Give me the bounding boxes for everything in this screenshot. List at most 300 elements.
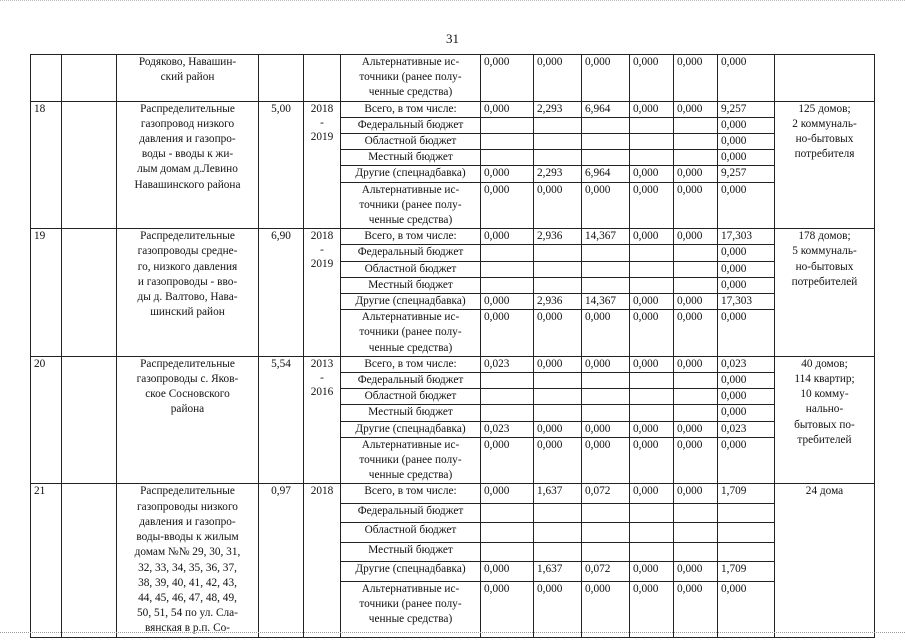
funding-source-line: Всего, в том числе: bbox=[364, 357, 457, 370]
funding-source bbox=[341, 389, 481, 405]
amount-cell: 0,000 bbox=[674, 562, 718, 581]
funding-source-line: Другие (спецнадбавка) bbox=[355, 295, 466, 308]
funding-source bbox=[341, 134, 481, 150]
consumers-line: 10 комму- bbox=[800, 388, 849, 401]
object-name-line: ский район bbox=[160, 71, 215, 84]
amount-cell: 0,000 bbox=[582, 55, 630, 102]
funding-source-line: Местный бюджет bbox=[368, 543, 453, 556]
object-name bbox=[117, 356, 259, 484]
amount-cell bbox=[534, 134, 582, 150]
object-name bbox=[117, 229, 259, 357]
amount-cell: 0,000 bbox=[481, 484, 534, 503]
amount-cell: 0,000 bbox=[674, 101, 718, 117]
funding-source-line: Другие (спецнадбавка) bbox=[355, 422, 466, 435]
year-line: - bbox=[320, 244, 324, 257]
object-name-line: Распределительные bbox=[140, 357, 235, 370]
object-name bbox=[117, 484, 259, 637]
consumers-description bbox=[775, 101, 875, 229]
amount-cell: 2,293 bbox=[534, 101, 582, 117]
row-number: 21 bbox=[31, 484, 62, 637]
object-name-line: вянская в р.п. Со- bbox=[144, 622, 231, 635]
amount-cell: 0,000 bbox=[718, 150, 775, 166]
amount-cell bbox=[674, 150, 718, 166]
consumers-line: потребителей bbox=[791, 275, 858, 288]
scan-edge bbox=[0, 0, 905, 4]
object-name-line: 50, 51, 54 по ул. Сла- bbox=[137, 607, 238, 620]
funding-source bbox=[341, 166, 481, 182]
amount-cell bbox=[534, 245, 582, 261]
amount-cell bbox=[630, 117, 674, 133]
amount-cell bbox=[674, 523, 718, 542]
amount-cell: 0,000 bbox=[718, 405, 775, 421]
amount-cell bbox=[481, 134, 534, 150]
funding-source-line: ченные средства) bbox=[368, 86, 453, 99]
pipeline-length: 6,90 bbox=[259, 229, 304, 357]
amount-cell bbox=[718, 542, 775, 561]
table-row bbox=[31, 356, 875, 372]
amount-cell: 0,000 bbox=[481, 310, 534, 357]
funding-source-line: Всего, в том числе: bbox=[364, 230, 457, 243]
year-line: - bbox=[320, 372, 324, 385]
amount-cell bbox=[582, 542, 630, 561]
amount-cell: 1,709 bbox=[718, 484, 775, 503]
consumers-line: 114 квартир; bbox=[794, 373, 855, 386]
consumers-description bbox=[775, 55, 875, 102]
funding-source bbox=[341, 150, 481, 166]
funding-source-line: Альтернативные ис- bbox=[361, 56, 460, 68]
amount-cell: 0,000 bbox=[718, 245, 775, 261]
amount-cell bbox=[582, 134, 630, 150]
consumers-line: требителей bbox=[797, 433, 852, 446]
amount-cell bbox=[674, 245, 718, 261]
table-row bbox=[31, 55, 875, 102]
funding-source bbox=[341, 294, 481, 310]
funding-source bbox=[341, 503, 481, 522]
funding-source-line: Областной бюджет bbox=[364, 390, 457, 403]
table-body bbox=[31, 55, 875, 638]
year-line: 2018 bbox=[310, 485, 334, 498]
funding-source-line: Другие (спецнадбавка) bbox=[355, 167, 466, 180]
year-line: 2019 bbox=[310, 130, 334, 143]
amount-cell: 0,000 bbox=[534, 421, 582, 437]
funding-source bbox=[341, 261, 481, 277]
object-name-line: 32, 33, 34, 35, 36, 37, bbox=[138, 561, 237, 574]
amount-cell bbox=[481, 373, 534, 389]
funding-source bbox=[341, 310, 481, 357]
empty-column-cell bbox=[62, 55, 117, 102]
amount-cell bbox=[582, 245, 630, 261]
amount-cell: 0,000 bbox=[674, 310, 718, 357]
object-name-line: района bbox=[170, 403, 205, 416]
amount-cell: 0,000 bbox=[630, 166, 674, 182]
consumers-line: бытовых по- bbox=[794, 418, 855, 431]
funding-source bbox=[341, 101, 481, 117]
funding-source-line: ченные средства) bbox=[368, 613, 453, 625]
amount-cell: 0,000 bbox=[674, 437, 718, 484]
funding-source bbox=[341, 562, 481, 581]
page-number: 31 bbox=[446, 31, 459, 46]
amount-cell: 14,367 bbox=[582, 294, 630, 310]
program-table bbox=[30, 54, 875, 638]
amount-cell bbox=[674, 389, 718, 405]
amount-cell: 0,000 bbox=[534, 310, 582, 357]
amount-cell: 0,000 bbox=[674, 356, 718, 372]
amount-cell: 17,303 bbox=[718, 294, 775, 310]
amount-cell bbox=[534, 523, 582, 542]
amount-cell: 0,000 bbox=[674, 166, 718, 182]
amount-cell: 9,257 bbox=[718, 166, 775, 182]
amount-cell: 0,000 bbox=[630, 356, 674, 372]
funding-source-line: ченные средства) bbox=[368, 214, 453, 227]
funding-source bbox=[341, 437, 481, 484]
funding-source bbox=[341, 523, 481, 542]
amount-cell bbox=[582, 405, 630, 421]
object-name bbox=[117, 101, 259, 229]
implementation-years bbox=[304, 229, 341, 357]
amount-cell: 0,000 bbox=[718, 373, 775, 389]
funding-source bbox=[341, 117, 481, 133]
amount-cell bbox=[630, 150, 674, 166]
amount-cell bbox=[718, 503, 775, 522]
funding-source-line: Альтернативные ис- bbox=[361, 311, 460, 324]
amount-cell: 0,000 bbox=[674, 182, 718, 229]
amount-cell: 0,000 bbox=[481, 182, 534, 229]
amount-cell: 6,964 bbox=[582, 166, 630, 182]
object-name-line: 44, 45, 46, 47, 48, 49, bbox=[138, 591, 237, 604]
amount-cell: 0,000 bbox=[630, 310, 674, 357]
amount-cell bbox=[481, 542, 534, 561]
pipeline-length bbox=[259, 55, 304, 102]
amount-cell: 1,637 bbox=[534, 562, 582, 581]
funding-source-line: Всего, в том числе: bbox=[364, 485, 457, 498]
amount-cell: 1,637 bbox=[534, 484, 582, 503]
consumers-line: нально- bbox=[805, 403, 844, 416]
object-name-line: давления и газопро- bbox=[139, 515, 236, 528]
consumers-line: но-бытовых bbox=[795, 133, 854, 146]
amount-cell bbox=[582, 523, 630, 542]
amount-cell: 6,964 bbox=[582, 101, 630, 117]
funding-source-line: Областной бюджет bbox=[364, 135, 457, 148]
amount-cell: 0,072 bbox=[582, 562, 630, 581]
amount-cell bbox=[481, 150, 534, 166]
object-name-line: Распределительные bbox=[140, 102, 235, 115]
amount-cell bbox=[534, 405, 582, 421]
amount-cell bbox=[674, 117, 718, 133]
amount-cell: 0,000 bbox=[582, 310, 630, 357]
amount-cell bbox=[582, 277, 630, 293]
amount-cell bbox=[630, 523, 674, 542]
object-name-line: Распределительные bbox=[140, 485, 235, 498]
object-name-line: газопроводы с. Яков- bbox=[136, 373, 239, 386]
year-line: 2019 bbox=[310, 258, 334, 271]
amount-cell bbox=[481, 389, 534, 405]
amount-cell: 0,000 bbox=[630, 484, 674, 503]
funding-source-line: точники (ранее полу- bbox=[359, 326, 462, 339]
empty-column-cell bbox=[62, 356, 117, 484]
amount-cell bbox=[630, 373, 674, 389]
amount-cell bbox=[534, 117, 582, 133]
amount-cell bbox=[582, 373, 630, 389]
amount-cell: 0,000 bbox=[481, 229, 534, 245]
year-line: - bbox=[320, 116, 324, 129]
amount-cell: 0,000 bbox=[718, 182, 775, 229]
object-name-line: воды - вводы к жи- bbox=[141, 148, 234, 161]
object-name-line: и газопроводы - вво- bbox=[137, 275, 238, 288]
amount-cell bbox=[630, 542, 674, 561]
amount-cell: 0,000 bbox=[534, 182, 582, 229]
funding-source-line: Другие (спецнадбавка) bbox=[355, 563, 466, 576]
amount-cell bbox=[630, 261, 674, 277]
consumers-line: 40 домов; bbox=[801, 357, 848, 370]
amount-cell bbox=[630, 405, 674, 421]
amount-cell: 0,000 bbox=[674, 55, 718, 102]
amount-cell bbox=[481, 245, 534, 261]
amount-cell: 0,000 bbox=[630, 562, 674, 581]
amount-cell: 2,936 bbox=[534, 229, 582, 245]
amount-cell bbox=[674, 542, 718, 561]
amount-cell bbox=[582, 117, 630, 133]
pipeline-length: 5,00 bbox=[259, 101, 304, 229]
object-name-line: шинский район bbox=[150, 306, 225, 319]
amount-cell: 0,000 bbox=[674, 294, 718, 310]
amount-cell: 0,000 bbox=[718, 55, 775, 102]
amount-cell: 0,000 bbox=[534, 55, 582, 102]
funding-source bbox=[341, 245, 481, 261]
funding-source-line: Альтернативные ис- bbox=[361, 582, 460, 595]
funding-source bbox=[341, 277, 481, 293]
object-name-line: Распределительные bbox=[140, 230, 235, 243]
amount-cell bbox=[481, 261, 534, 277]
amount-cell: 0,000 bbox=[718, 310, 775, 357]
object-name-line: лым домам д.Левино bbox=[137, 163, 238, 176]
object-name-line: Навашинского района bbox=[134, 178, 241, 191]
amount-cell: 2,293 bbox=[534, 166, 582, 182]
implementation-years bbox=[304, 484, 341, 637]
amount-cell: 9,257 bbox=[718, 101, 775, 117]
amount-cell: 0,023 bbox=[718, 421, 775, 437]
implementation-years bbox=[304, 55, 341, 102]
funding-source bbox=[341, 542, 481, 561]
funding-source bbox=[341, 405, 481, 421]
funding-source-line: точники (ранее полу- bbox=[359, 454, 462, 467]
amount-cell: 0,023 bbox=[718, 356, 775, 372]
amount-cell: 0,000 bbox=[481, 55, 534, 102]
object-name-line: давления и газопро- bbox=[139, 133, 236, 146]
empty-column-cell bbox=[62, 229, 117, 357]
funding-source bbox=[341, 356, 481, 372]
amount-cell: 0,000 bbox=[534, 437, 582, 484]
amount-cell: 0,000 bbox=[481, 437, 534, 484]
amount-cell: 0,000 bbox=[718, 437, 775, 484]
funding-source-line: Альтернативные ис- bbox=[361, 183, 460, 196]
table-row bbox=[31, 229, 875, 245]
funding-source-line: Всего, в том числе: bbox=[364, 102, 457, 115]
amount-cell: 0,000 bbox=[630, 55, 674, 102]
pipeline-length: 0,97 bbox=[259, 484, 304, 637]
amount-cell: 0,000 bbox=[534, 356, 582, 372]
amount-cell: 0,000 bbox=[718, 581, 775, 637]
year-line: 2018 bbox=[310, 102, 334, 115]
amount-cell bbox=[582, 261, 630, 277]
amount-cell bbox=[534, 389, 582, 405]
amount-cell bbox=[534, 373, 582, 389]
funding-source-line: точники (ранее полу- bbox=[359, 597, 462, 610]
table-row bbox=[31, 101, 875, 117]
funding-source-line: ченные средства) bbox=[368, 341, 453, 354]
amount-cell: 0,000 bbox=[582, 182, 630, 229]
amount-cell bbox=[481, 503, 534, 522]
amount-cell: 0,000 bbox=[481, 581, 534, 637]
amount-cell: 1,709 bbox=[718, 562, 775, 581]
amount-cell: 0,000 bbox=[718, 261, 775, 277]
amount-cell: 0,000 bbox=[718, 389, 775, 405]
funding-source bbox=[341, 484, 481, 503]
empty-column-cell bbox=[62, 101, 117, 229]
amount-cell bbox=[674, 261, 718, 277]
consumers-description bbox=[775, 484, 875, 637]
funding-source bbox=[341, 581, 481, 637]
consumers-line: 5 коммуналь- bbox=[792, 245, 857, 258]
object-name-line: го, низкого давления bbox=[137, 260, 238, 273]
amount-cell: 0,000 bbox=[582, 421, 630, 437]
amount-cell: 0,000 bbox=[674, 581, 718, 637]
amount-cell: 0,000 bbox=[674, 484, 718, 503]
amount-cell bbox=[481, 117, 534, 133]
amount-cell: 0,000 bbox=[534, 581, 582, 637]
funding-source-line: Федеральный бюджет bbox=[357, 246, 464, 259]
object-name-line: ды д. Валтово, Нава- bbox=[137, 291, 238, 304]
amount-cell: 0,023 bbox=[481, 356, 534, 372]
amount-cell bbox=[582, 503, 630, 522]
amount-cell bbox=[718, 523, 775, 542]
amount-cell: 0,000 bbox=[630, 229, 674, 245]
row-number: 18 bbox=[31, 101, 62, 229]
amount-cell: 0,000 bbox=[718, 117, 775, 133]
amount-cell: 0,000 bbox=[674, 421, 718, 437]
amount-cell bbox=[674, 373, 718, 389]
funding-source-line: Местный бюджет bbox=[368, 151, 453, 164]
funding-source-line: Областной бюджет bbox=[364, 524, 457, 537]
row-number: 19 bbox=[31, 229, 62, 357]
scan-edge-bottom bbox=[0, 632, 905, 633]
amount-cell: 17,303 bbox=[718, 229, 775, 245]
amount-cell bbox=[481, 405, 534, 421]
amount-cell: 2,936 bbox=[534, 294, 582, 310]
consumers-line: но-бытовых bbox=[795, 260, 854, 273]
object-name-line: воды-вводы к жилым bbox=[136, 531, 239, 544]
amount-cell bbox=[534, 261, 582, 277]
year-line: 2016 bbox=[310, 386, 334, 399]
object-name bbox=[117, 55, 259, 102]
amount-cell: 0,000 bbox=[582, 356, 630, 372]
object-name-line: домам №№ 29, 30, 31, bbox=[134, 546, 241, 559]
amount-cell bbox=[674, 503, 718, 522]
amount-cell: 0,000 bbox=[630, 101, 674, 117]
funding-source bbox=[341, 421, 481, 437]
implementation-years bbox=[304, 101, 341, 229]
amount-cell: 0,000 bbox=[630, 182, 674, 229]
amount-cell bbox=[630, 245, 674, 261]
amount-cell: 0,000 bbox=[481, 101, 534, 117]
object-name-line: газопровод низкого bbox=[140, 117, 235, 130]
amount-cell bbox=[481, 523, 534, 542]
pipeline-length: 5,54 bbox=[259, 356, 304, 484]
consumers-line: 178 домов; bbox=[798, 230, 851, 243]
funding-source-line: ченные средства) bbox=[368, 469, 453, 482]
object-name-line: ское Сосновского bbox=[145, 388, 230, 401]
funding-source-line: Альтернативные ис- bbox=[361, 438, 460, 451]
funding-source-line: Местный бюджет bbox=[368, 406, 453, 419]
amount-cell bbox=[534, 542, 582, 561]
amount-cell: 0,000 bbox=[630, 421, 674, 437]
empty-column-cell bbox=[62, 484, 117, 637]
row-number bbox=[31, 55, 62, 102]
amount-cell: 0,000 bbox=[582, 581, 630, 637]
object-name-line: 38, 39, 40, 41, 42, 43, bbox=[138, 576, 237, 589]
amount-cell bbox=[534, 503, 582, 522]
amount-cell bbox=[630, 503, 674, 522]
consumers-line: 24 дома bbox=[805, 485, 844, 498]
funding-source-line: Федеральный бюджет bbox=[357, 504, 464, 517]
amount-cell bbox=[674, 405, 718, 421]
funding-source bbox=[341, 182, 481, 229]
amount-cell bbox=[630, 134, 674, 150]
amount-cell bbox=[674, 277, 718, 293]
funding-source-line: Местный бюджет bbox=[368, 278, 453, 291]
consumers-description bbox=[775, 229, 875, 357]
funding-source-line: точники (ранее полу- bbox=[359, 71, 462, 84]
object-name-line: газопроводы средне- bbox=[137, 245, 238, 258]
year-line: 2018 bbox=[310, 230, 334, 243]
year-line: 2013 bbox=[310, 357, 334, 370]
amount-cell: 0,000 bbox=[630, 294, 674, 310]
amount-cell bbox=[674, 134, 718, 150]
funding-source bbox=[341, 373, 481, 389]
amount-cell: 0,000 bbox=[481, 562, 534, 581]
amount-cell bbox=[481, 277, 534, 293]
funding-source-line: Федеральный бюджет bbox=[357, 118, 464, 131]
object-name-line: Родяково, Навашин- bbox=[138, 56, 237, 68]
amount-cell: 0,000 bbox=[718, 134, 775, 150]
amount-cell: 0,000 bbox=[674, 229, 718, 245]
amount-cell: 0,072 bbox=[582, 484, 630, 503]
funding-source-line: Федеральный бюджет bbox=[357, 374, 464, 387]
amount-cell: 14,367 bbox=[582, 229, 630, 245]
amount-cell: 0,000 bbox=[630, 437, 674, 484]
funding-source-line: точники (ранее полу- bbox=[359, 198, 462, 211]
amount-cell bbox=[582, 389, 630, 405]
row-number: 20 bbox=[31, 356, 62, 484]
amount-cell: 0,023 bbox=[481, 421, 534, 437]
consumers-description bbox=[775, 356, 875, 484]
implementation-years bbox=[304, 356, 341, 484]
amount-cell: 0,000 bbox=[481, 166, 534, 182]
funding-source-line: Областной бюджет bbox=[364, 262, 457, 275]
amount-cell bbox=[582, 150, 630, 166]
table-row bbox=[31, 484, 875, 503]
amount-cell bbox=[630, 389, 674, 405]
amount-cell: 0,000 bbox=[481, 294, 534, 310]
consumers-line: 125 домов; bbox=[798, 102, 851, 115]
consumers-line: 2 коммуналь- bbox=[792, 117, 857, 130]
amount-cell: 0,000 bbox=[582, 437, 630, 484]
object-name-line: газопроводы низкого bbox=[137, 500, 238, 513]
amount-cell bbox=[534, 277, 582, 293]
amount-cell bbox=[534, 150, 582, 166]
amount-cell: 0,000 bbox=[630, 581, 674, 637]
amount-cell: 0,000 bbox=[718, 277, 775, 293]
consumers-line: потребителя bbox=[794, 148, 855, 161]
